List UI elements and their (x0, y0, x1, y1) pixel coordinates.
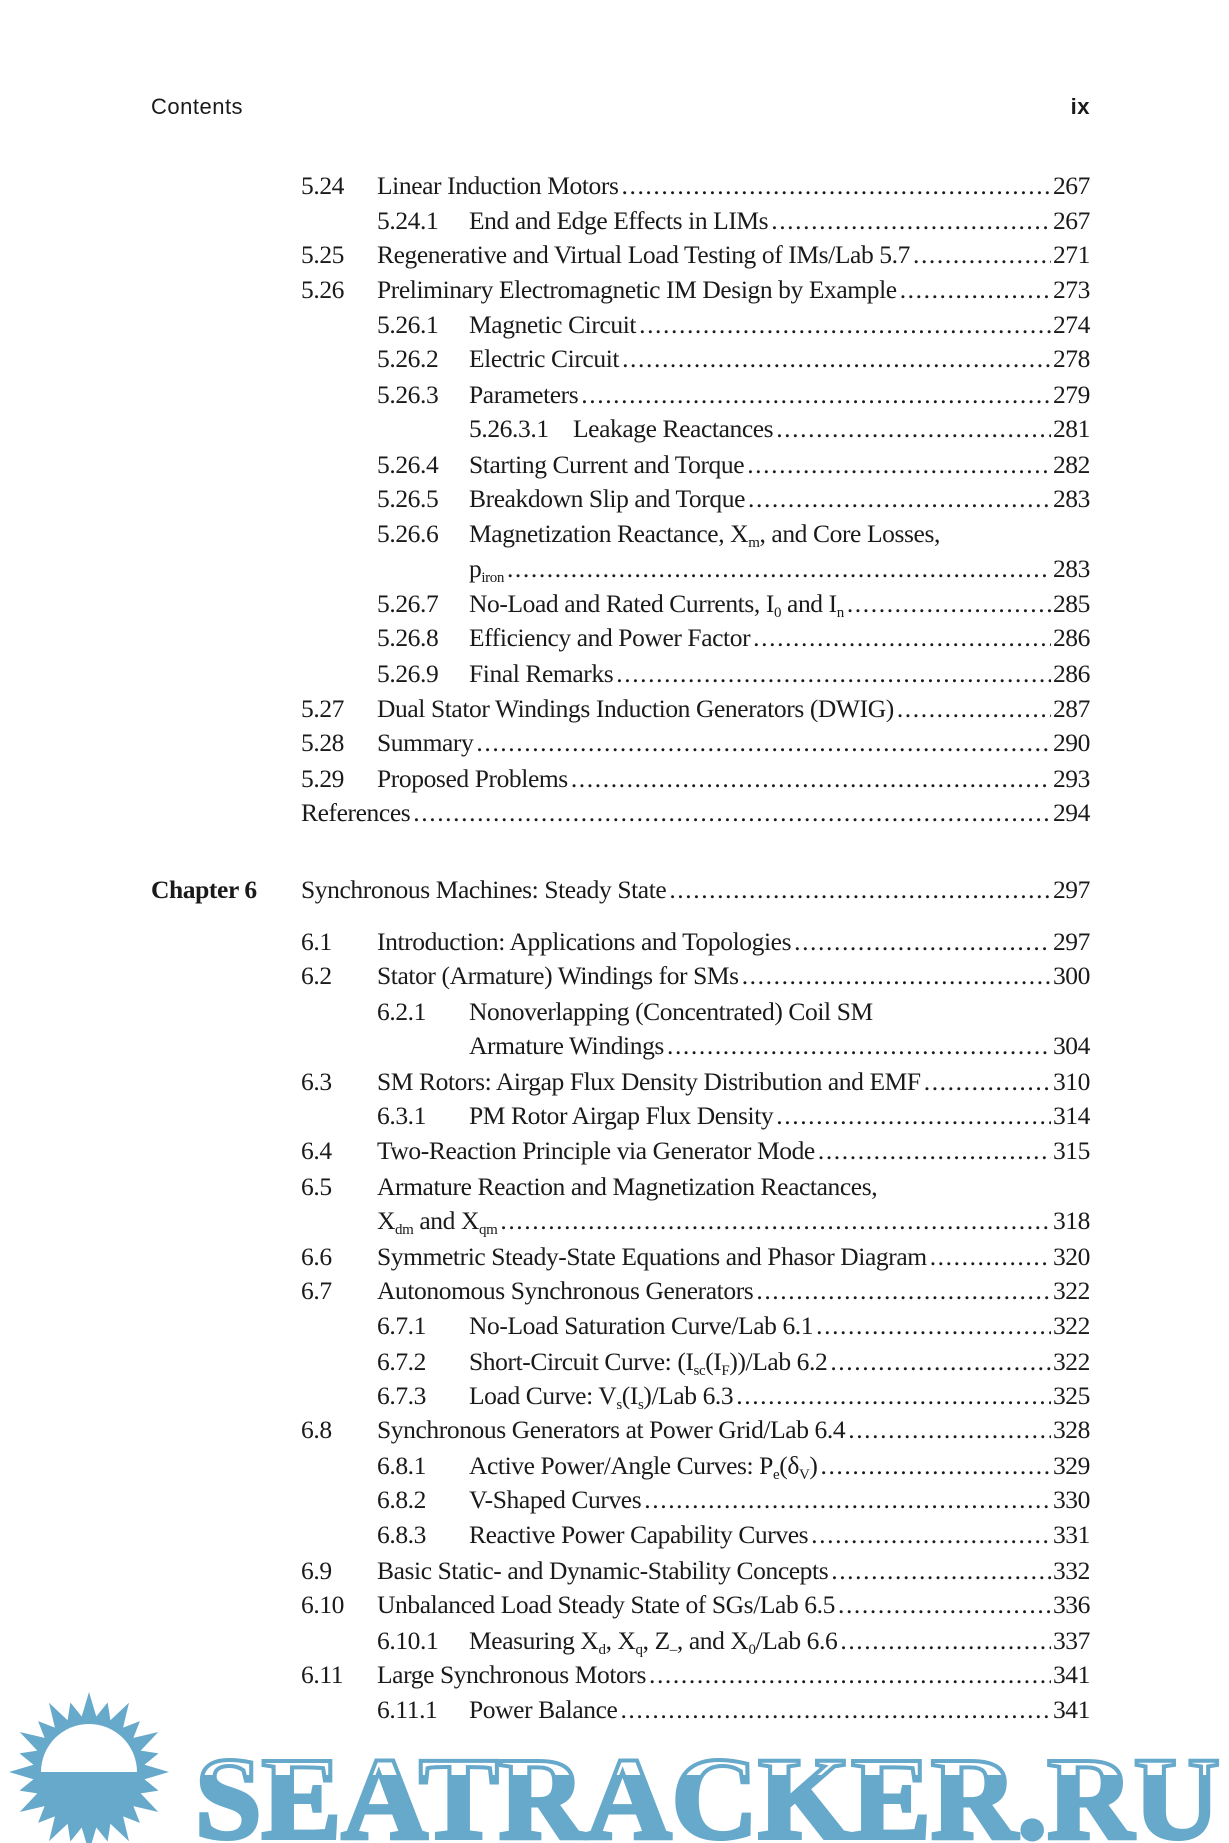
entry-title (469, 1345, 827, 1379)
page-number-ref: 282 (1052, 450, 1090, 479)
title-subscript: qm (478, 1222, 498, 1238)
entry-number: 5.27 (301, 694, 345, 723)
dot-leader (847, 587, 1051, 621)
toc-entry[interactable] (0, 342, 1229, 376)
dot-leader (413, 796, 1051, 830)
page-number-ref: 281 (1052, 414, 1090, 443)
dot-leader (924, 1065, 1051, 1099)
dot-leader (581, 378, 1051, 412)
dot-leader (622, 342, 1051, 376)
page-number-ref: 315 (1052, 1136, 1090, 1165)
toc-entry[interactable] (0, 762, 1229, 796)
dot-leader (811, 1518, 1051, 1552)
watermark-logo (0, 1692, 1229, 1843)
page-number-ref: 267 (1052, 206, 1090, 235)
page-number-ref: 331 (1052, 1520, 1090, 1549)
title-text: and X (413, 1206, 479, 1235)
entry-title (469, 1379, 733, 1413)
entry-title (377, 762, 568, 796)
dot-leader (622, 169, 1051, 203)
toc-entry[interactable] (0, 169, 1229, 203)
entry-title (377, 169, 619, 203)
title-text: Starting Current and Torque (469, 450, 745, 479)
dot-leader (900, 273, 1051, 307)
page-number-ref: 297 (1052, 927, 1090, 956)
entry-title (469, 308, 636, 342)
entry-number: 5.26.8 (377, 623, 439, 652)
entry-number: 5.24 (301, 171, 345, 200)
toc-entry[interactable] (0, 1413, 1229, 1447)
toc-entry[interactable] (0, 1134, 1229, 1168)
entry-number: 6.8 (301, 1415, 332, 1444)
title-text: No-Load Saturation Curve/Lab 6.1 (469, 1311, 814, 1340)
entry-number: 6.10.1 (377, 1626, 439, 1655)
entry-number: 6.3.1 (377, 1101, 427, 1130)
toc-entry[interactable] (0, 1658, 1229, 1692)
page-number-ref: 300 (1052, 961, 1090, 990)
toc-entry[interactable] (0, 796, 1229, 830)
page-number-ref: 332 (1052, 1556, 1090, 1585)
entry-title (469, 1029, 664, 1063)
page-number-ref: 310 (1052, 1067, 1090, 1096)
title-text: Final Remarks (469, 659, 614, 688)
title-text: V-Shaped Curves (469, 1485, 642, 1514)
title-subscript: F (721, 1363, 730, 1379)
page-number-ref: 279 (1052, 380, 1090, 409)
title-subscript: iron (481, 570, 504, 586)
entry-title (469, 1449, 817, 1483)
title-subscript: d (598, 1642, 606, 1658)
title-text: Dual Stator Windings Induction Generators (DWIG) (377, 694, 894, 723)
entry-number: 5.26 (301, 275, 345, 304)
entry-title (377, 726, 473, 760)
dot-leader (930, 1240, 1051, 1274)
dot-leader (476, 726, 1051, 760)
running-header-title: Contents (151, 94, 244, 119)
title-subscript: 0 (773, 605, 782, 621)
toc-entry[interactable] (0, 1379, 1229, 1413)
page-number-ref: 330 (1052, 1485, 1090, 1514)
entry-title (573, 412, 773, 446)
dot-leader (897, 692, 1051, 726)
title-text: /Lab 6.6 (755, 1626, 838, 1655)
title-text: Magnetic Circuit (469, 310, 637, 339)
sun-icon (9, 1692, 169, 1843)
entry-number: 6.2.1 (377, 997, 427, 1026)
entry-number: 6.3 (301, 1067, 332, 1096)
page-number-ref: 293 (1052, 764, 1090, 793)
title-text: Leakage Reactances (573, 414, 774, 443)
toc-entry[interactable] (0, 1345, 1229, 1379)
page-number-ref: 337 (1052, 1626, 1090, 1655)
page-number-ref: 287 (1052, 694, 1090, 723)
dot-leader (776, 412, 1051, 446)
entry-title (377, 273, 897, 307)
dot-leader (639, 308, 1051, 342)
dot-leader (644, 1483, 1051, 1517)
toc-entry[interactable] (0, 308, 1229, 342)
page-number-ref: 283 (1052, 484, 1090, 513)
entry-title (469, 204, 768, 238)
page-number-ref: 341 (1052, 1695, 1090, 1724)
page-number-ref: 341 (1052, 1660, 1090, 1689)
toc-entry[interactable] (0, 726, 1229, 760)
dot-leader (831, 1554, 1051, 1588)
title-text: Autonomous Synchronous Generators (377, 1276, 754, 1305)
toc-entry[interactable] (0, 1554, 1229, 1588)
page-number-ref: 322 (1052, 1347, 1090, 1376)
toc-entry[interactable] (0, 273, 1229, 307)
toc-entry[interactable] (0, 1099, 1229, 1133)
title-text: Proposed Problems (377, 764, 568, 793)
entry-number: 6.11 (301, 1660, 344, 1689)
title-text: Unbalanced Load Steady State of SGs/Lab 6.5 (377, 1590, 835, 1619)
title-text: Magnetization Reactance, X (469, 519, 749, 548)
toc-entry[interactable] (0, 448, 1229, 482)
title-text: , X (605, 1626, 636, 1655)
toc-entry[interactable] (0, 204, 1229, 238)
entry-number: 5.26.5 (377, 484, 439, 513)
title-text: p (469, 554, 482, 583)
dot-leader (776, 1099, 1051, 1133)
toc-entry[interactable] (0, 587, 1229, 621)
entry-number: 6.8.3 (377, 1520, 427, 1549)
page-number-ref: 286 (1052, 659, 1090, 688)
dot-leader (818, 1134, 1051, 1168)
entry-number: 5.25 (301, 240, 345, 269)
toc-entry[interactable] (0, 995, 1229, 1029)
page-number-ref: 320 (1052, 1242, 1090, 1271)
entry-title (377, 1204, 497, 1238)
title-subscript: 0 (748, 1642, 756, 1658)
entry-title (377, 692, 894, 726)
page-number-ref: 297 (1052, 875, 1090, 904)
title-text: , and X (676, 1626, 749, 1655)
entry-title (377, 1170, 877, 1204)
toc-entry[interactable] (0, 1588, 1229, 1622)
dot-leader (830, 1345, 1051, 1379)
entry-title (469, 1483, 641, 1517)
title-text: Active Power/Angle Curves: P (469, 1451, 773, 1480)
title-text: Summary (377, 728, 474, 757)
title-text: Electric Circuit (469, 344, 620, 373)
entry-title (469, 1099, 773, 1133)
title-subscript: s (616, 1397, 622, 1413)
dot-leader (500, 1204, 1051, 1238)
title-subscript: sc (693, 1363, 706, 1379)
chapter-entry[interactable] (0, 873, 1229, 907)
entry-number: 6.7 (301, 1276, 332, 1305)
entry-title (377, 1554, 828, 1588)
entry-title (377, 1240, 927, 1274)
toc-entry[interactable] (0, 1449, 1229, 1483)
page-number-ref: 286 (1052, 623, 1090, 652)
title-subscript: V (798, 1467, 810, 1483)
entry-number: 5.26.7 (377, 589, 439, 618)
entry-number: 6.6 (301, 1242, 332, 1271)
entry-number: Chapter 6 (151, 875, 257, 904)
toc-entry[interactable] (0, 1240, 1229, 1274)
toc-entry[interactable] (0, 1309, 1229, 1343)
entry-number: 6.1 (301, 927, 332, 956)
title-subscript: e (772, 1467, 780, 1483)
toc-entry[interactable] (0, 412, 1229, 446)
title-text: (I (705, 1347, 722, 1376)
page-number-ref: 273 (1052, 275, 1090, 304)
title-text: Short-Circuit Curve: (I (469, 1347, 694, 1376)
toc-entry[interactable] (0, 1029, 1229, 1063)
entry-title (469, 587, 844, 621)
entry-title (377, 1274, 753, 1308)
entry-number: 6.7.2 (377, 1347, 427, 1376)
page-number-ref: 290 (1052, 728, 1090, 757)
title-subscript: dm (395, 1222, 414, 1238)
toc-entry[interactable] (0, 621, 1229, 655)
entry-title (377, 238, 910, 272)
entry-title (377, 959, 739, 993)
title-text: ) (809, 1451, 818, 1480)
entry-title (377, 925, 791, 959)
title-text: )/Lab 6.3 (643, 1381, 734, 1410)
title-text: Armature Reaction and Magnetization Reactances, (377, 1172, 878, 1201)
entry-number: 5.26.2 (377, 344, 439, 373)
dot-leader (747, 448, 1051, 482)
dot-leader (848, 1413, 1051, 1447)
entry-title (377, 1065, 921, 1099)
title-text: Nonoverlapping (Concentrated) Coil SM (469, 997, 873, 1026)
toc-entry[interactable] (0, 482, 1229, 516)
toc-entry[interactable] (0, 925, 1229, 959)
dot-leader (820, 1449, 1050, 1483)
dot-leader (736, 1379, 1051, 1413)
title-subscript: m (748, 535, 760, 551)
title-text: Two-Reaction Principle via Generator Mode (377, 1136, 815, 1165)
dot-leader (748, 482, 1051, 516)
title-text: Large Synchronous Motors (377, 1660, 646, 1689)
dot-leader (838, 1588, 1051, 1622)
title-text: Reactive Power Capability Curves (469, 1520, 809, 1549)
toc-entry[interactable] (0, 1274, 1229, 1308)
entry-number: 5.24.1 (377, 206, 439, 235)
title-text: References (301, 798, 411, 827)
entry-number: 5.28 (301, 728, 345, 757)
entry-title (469, 657, 613, 691)
dot-leader (816, 1309, 1051, 1343)
page-number: ix (1070, 94, 1090, 119)
entry-number: 6.8.2 (377, 1485, 427, 1514)
title-text: Stator (Armature) Windings for SMs (377, 961, 739, 990)
dot-leader (507, 552, 1051, 586)
page-number-ref: 329 (1052, 1451, 1090, 1480)
entry-title (377, 1413, 845, 1447)
title-subscript: q (635, 1642, 643, 1658)
dot-leader (649, 1658, 1051, 1692)
toc-entry[interactable] (0, 238, 1229, 272)
title-text: Regenerative and Virtual Load Testing of IMs/Lab 5.7 (377, 240, 910, 269)
page-number-ref: 322 (1052, 1276, 1090, 1305)
title-text: Power Balance (469, 1695, 618, 1724)
entry-title (469, 517, 940, 551)
title-text: , and Core Losses, (759, 519, 940, 548)
entry-title (301, 873, 666, 907)
title-text: End and Edge Effects in LIMs (469, 206, 769, 235)
entry-title (469, 448, 744, 482)
title-text: Synchronous Machines: Steady State (301, 875, 667, 904)
entry-title (469, 552, 504, 586)
entry-number: 6.9 (301, 1556, 332, 1585)
entry-number: 5.26.1 (377, 310, 439, 339)
toc-entry[interactable] (0, 657, 1229, 691)
entry-number: 6.11.1 (377, 1695, 438, 1724)
toc-entry[interactable] (0, 552, 1229, 586)
page-number-ref: 274 (1052, 310, 1090, 339)
title-text: Efficiency and Power Factor (469, 623, 751, 652)
entry-title (377, 1134, 815, 1168)
page-number-ref: 285 (1052, 589, 1090, 618)
entry-title (469, 995, 873, 1029)
page-number-ref: 322 (1052, 1311, 1090, 1340)
page-number-ref: 294 (1052, 798, 1090, 827)
entry-title (377, 1658, 646, 1692)
title-text: Load Curve: V (469, 1381, 617, 1410)
title-text: Linear Induction Motors (377, 171, 619, 200)
entry-title (301, 796, 410, 830)
entry-number: 6.4 (301, 1136, 332, 1165)
toc-entry[interactable] (0, 1204, 1229, 1238)
title-text: , Z (642, 1626, 670, 1655)
entry-number: 5.26.4 (377, 450, 439, 479)
entry-number: 6.7.1 (377, 1311, 427, 1340)
dot-leader (669, 873, 1051, 907)
title-text: Introduction: Applications and Topologies (377, 927, 792, 956)
dot-leader (571, 762, 1051, 796)
toc-entry[interactable] (0, 1518, 1229, 1552)
entry-number: 5.26.9 (377, 659, 439, 688)
title-text: (I (621, 1381, 638, 1410)
page-number-ref: 304 (1052, 1031, 1090, 1060)
dot-leader (616, 657, 1051, 691)
title-subscript: n (836, 605, 844, 621)
entry-number: 6.10 (301, 1590, 345, 1619)
title-text: X (377, 1206, 396, 1235)
title-text: Armature Windings (469, 1031, 664, 1060)
page-number-ref: 278 (1052, 344, 1090, 373)
dot-leader (667, 1029, 1051, 1063)
page-number-ref: 267 (1052, 171, 1090, 200)
entry-title (469, 1518, 808, 1552)
entry-number: 6.8.1 (377, 1451, 427, 1480)
title-subscript: – (669, 1642, 677, 1658)
title-text: SM Rotors: Airgap Flux Density Distribution and EMF (377, 1067, 921, 1096)
toc-entry[interactable] (0, 959, 1229, 993)
entry-title (469, 1624, 837, 1658)
page-number-ref: 283 (1052, 554, 1090, 583)
watermark-text: SEATRACKER.RU (195, 1733, 1220, 1843)
title-text: ))/Lab 6.2 (729, 1347, 828, 1376)
toc-entry[interactable] (0, 1170, 1229, 1204)
toc-entry[interactable] (0, 517, 1229, 551)
toc-entry[interactable] (0, 378, 1229, 412)
toc-entry[interactable] (0, 692, 1229, 726)
entry-number: 6.2 (301, 961, 332, 990)
page-number-ref: 271 (1052, 240, 1090, 269)
dot-leader (753, 621, 1051, 655)
entry-title (469, 621, 750, 655)
title-text: Preliminary Electromagnetic IM Design by Example (377, 275, 897, 304)
entry-number: 5.26.3 (377, 380, 439, 409)
entry-title (469, 378, 578, 412)
dot-leader (840, 1624, 1051, 1658)
entry-title (469, 482, 745, 516)
title-text: Symmetric Steady-State Equations and Phasor Diagram (377, 1242, 927, 1271)
entry-title (469, 1309, 813, 1343)
title-subscript: s (637, 1397, 644, 1413)
title-text: (δ (779, 1451, 799, 1480)
title-text: Measuring X (469, 1626, 599, 1655)
entry-number: 5.26.6 (377, 519, 439, 548)
page-number-ref: 336 (1052, 1590, 1090, 1619)
title-text: Synchronous Generators at Power Grid/Lab 6.4 (377, 1415, 846, 1444)
entry-title (469, 342, 619, 376)
entry-title (377, 1588, 835, 1622)
title-text: Breakdown Slip and Torque (469, 484, 745, 513)
page-number-ref: 328 (1052, 1415, 1090, 1444)
dot-leader (756, 1274, 1051, 1308)
page-number-ref: 325 (1052, 1381, 1090, 1410)
dot-leader (771, 204, 1051, 238)
page-number-ref: 314 (1052, 1101, 1090, 1130)
title-text: and I (781, 589, 837, 618)
dot-leader (913, 238, 1051, 272)
toc-entry[interactable] (0, 1065, 1229, 1099)
entry-number: 5.26.3.1 (469, 414, 549, 443)
page-number-ref: 318 (1052, 1206, 1090, 1235)
toc-entry[interactable] (0, 1624, 1229, 1658)
title-text: No-Load and Rated Currents, I (469, 589, 774, 618)
title-text: PM Rotor Airgap Flux Density (469, 1101, 774, 1130)
title-text: Parameters (469, 380, 579, 409)
entry-number: 5.29 (301, 764, 345, 793)
title-text: Basic Static- and Dynamic-Stability Concepts (377, 1556, 829, 1585)
entry-number: 6.7.3 (377, 1381, 427, 1410)
entry-number: 6.5 (301, 1172, 332, 1201)
dot-leader (742, 959, 1051, 993)
dot-leader (794, 925, 1051, 959)
toc-entry[interactable] (0, 1483, 1229, 1517)
